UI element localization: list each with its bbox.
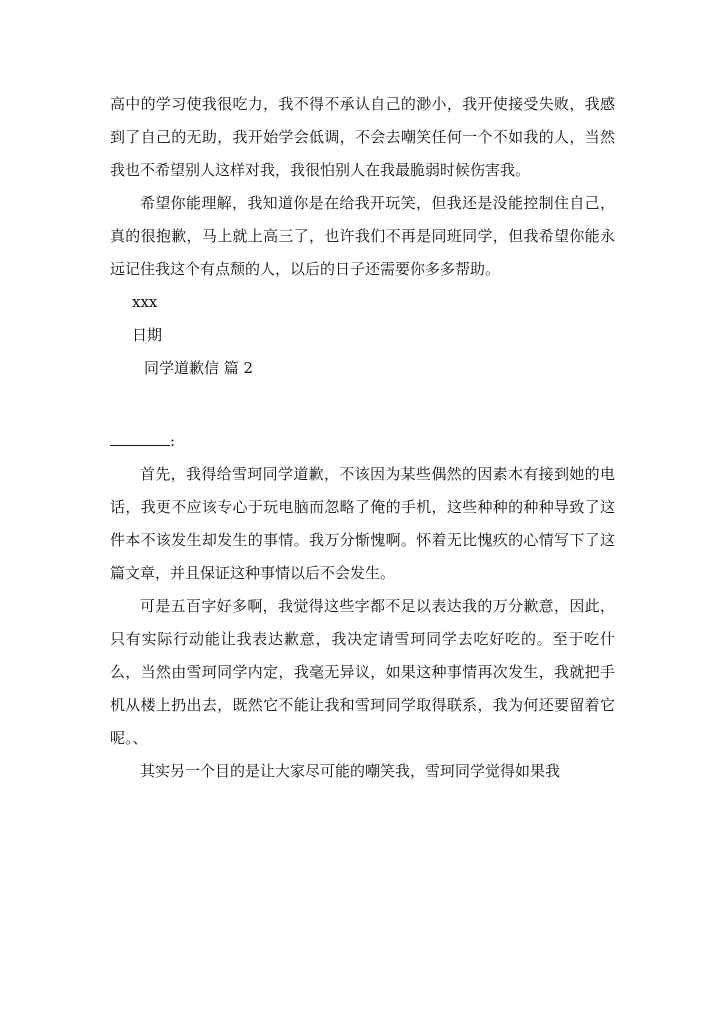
salutation-colon: : bbox=[170, 432, 176, 450]
salutation-blank bbox=[110, 427, 170, 446]
spacer bbox=[110, 385, 615, 425]
letter2-paragraph-3: 其实另一个目的是让大家尽可能的嘲笑我，雪珂同学觉得如果我 bbox=[140, 762, 561, 780]
letter1-paragraph-2: 希望你能理解，我知道你是在给我开玩笑，但我还是没能控制住自己，真的很抱歉，马上就上高三了，也许我们不再是同班同学，但我希望你能永远记住我这个有点颓的人，以后的日子还需要你多多帮助。 bbox=[110, 194, 615, 278]
signature: xxx bbox=[132, 293, 158, 311]
salutation bbox=[110, 425, 615, 458]
letter1-paragraph-1: 高中的学习使我很吃力，我不得不承认自己的渺小，我开使接受失败，我感到了自己的无助，我开始学会低调，不会去嘲笑任何一个不如我的人，当然我也不希望别人这样对我，我很怕别人在我最脆弱时候伤害我。 bbox=[110, 95, 615, 179]
letter2-title: 同学道歉信 篇 2 bbox=[144, 359, 254, 377]
letter2-paragraph-2: 可是五百字好多啊，我觉得这些字都不足以表达我的万分歉意，因此，只有实际行动能让我表达歉意，我决定请雪珂同学去吃好吃的。至于吃什么，当然由雪珂同学内定，我毫无异议，如果这种事情再次发生，我就把手机从楼上扔出去，既然它不能让我和雪珂同学取得联系，我为何还要留着它呢。、 bbox=[110, 597, 615, 747]
document-page bbox=[110, 88, 615, 788]
letter2-paragraph-1: 首先，我得给雪珂同学道歉，不该因为某些偶然的因素木有接到她的电话，我更不应该专心于玩电脑而忽略了俺的手机，这些种种的种种导致了这件本不该发生却发生的事情。我万分惭愧啊。怀着无比愧疚的心情写下了这篇文章，并且保证这种事情以后不会发生。 bbox=[110, 465, 615, 582]
date-label: 日期 bbox=[132, 326, 163, 344]
